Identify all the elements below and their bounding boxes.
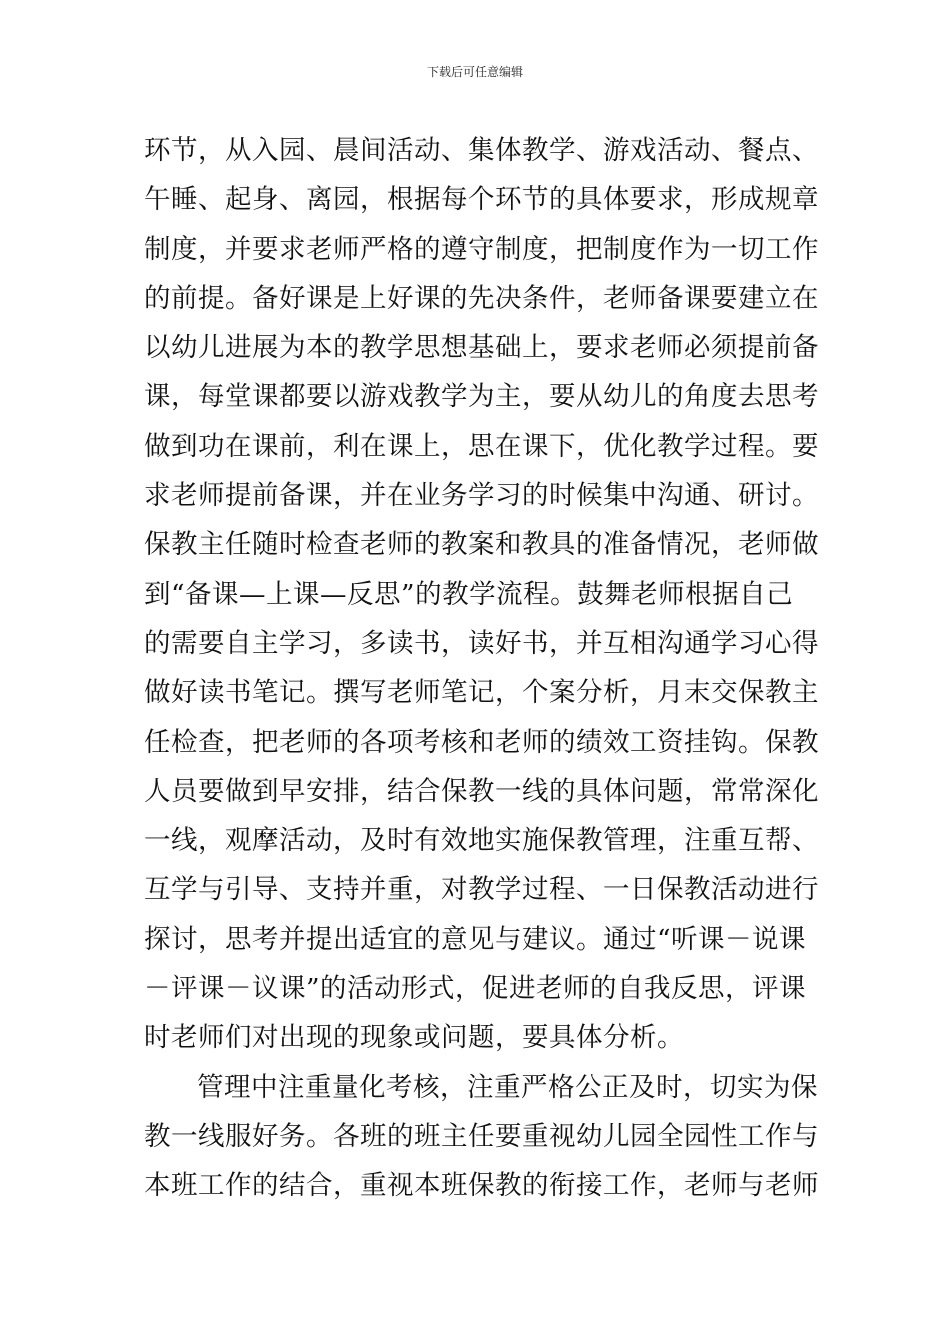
text-line: 保教主任随时检查老师的教案和教具的准备情况，老师做: [144, 529, 819, 561]
text-line: 制度，并要求老师严格的遵守制度，把制度作为一切工作: [144, 233, 819, 265]
text-line: 到“备课—上课—反思”的教学流程。鼓舞老师根据自己: [144, 578, 794, 610]
text-line: 的需要自主学习，多读书，读好书，并互相沟通学习心得: [144, 627, 819, 659]
text-line: 一线，观摩活动，及时有效地实施保教管理，注重互帮、: [144, 825, 819, 857]
text-line: 人员要做到早安排，结合保教一线的具体问题，常常深化: [144, 775, 819, 807]
paragraph-2: [144, 1063, 819, 1211]
text-line: 时老师们对出现的现象或问题，要具体分析。: [144, 1022, 684, 1054]
document-body: [144, 126, 819, 1211]
text-line: 教一线服好务。各班的班主任要重视幼儿园全园性工作与: [144, 1120, 819, 1152]
text-line: 求老师提前备课，并在业务学习的时候集中沟通、研讨。: [144, 480, 819, 512]
text-line: 课，每堂课都要以游戏教学为主，要从幼儿的角度去思考: [144, 381, 819, 413]
paragraph-1: [144, 126, 819, 1063]
page-header: 下载后可任意编辑: [426, 65, 523, 79]
text-line: 互学与引导、支持并重，对教学过程、一日保教活动进行: [144, 874, 819, 906]
text-line: －评课－议课”的活动形式，促进老师的自我反思，评课: [144, 973, 807, 1005]
text-line: 任检查，把老师的各项考核和老师的绩效工资挂钩。保教: [144, 726, 819, 758]
text-line: 做到功在课前，利在课上，思在课下，优化教学过程。要: [144, 430, 819, 462]
text-line: 本班工作的结合，重视本班保教的衔接工作，老师与老师: [144, 1170, 819, 1202]
text-line: 环节，从入园、晨间活动、集体教学、游戏活动、餐点、: [144, 135, 819, 166]
text-line-indented: 管理中注重量化考核，注重严格公正及时，切实为保: [197, 1071, 818, 1103]
text-line: 做好读书笔记。撰写老师笔记，个案分析，月末交保教主: [144, 677, 819, 709]
text-line: 以幼儿进展为本的教学思想基础上，要求老师必须提前备: [144, 332, 819, 364]
text-line: 午睡、起身、离园，根据每个环节的具体要求，形成规章: [144, 184, 819, 216]
text-line: 探讨，思考并提出适宜的意见与建议。通过“听课－说课: [144, 923, 807, 955]
text-line: 的前提。备好课是上好课的先决条件，老师备课要建立在: [144, 282, 819, 314]
